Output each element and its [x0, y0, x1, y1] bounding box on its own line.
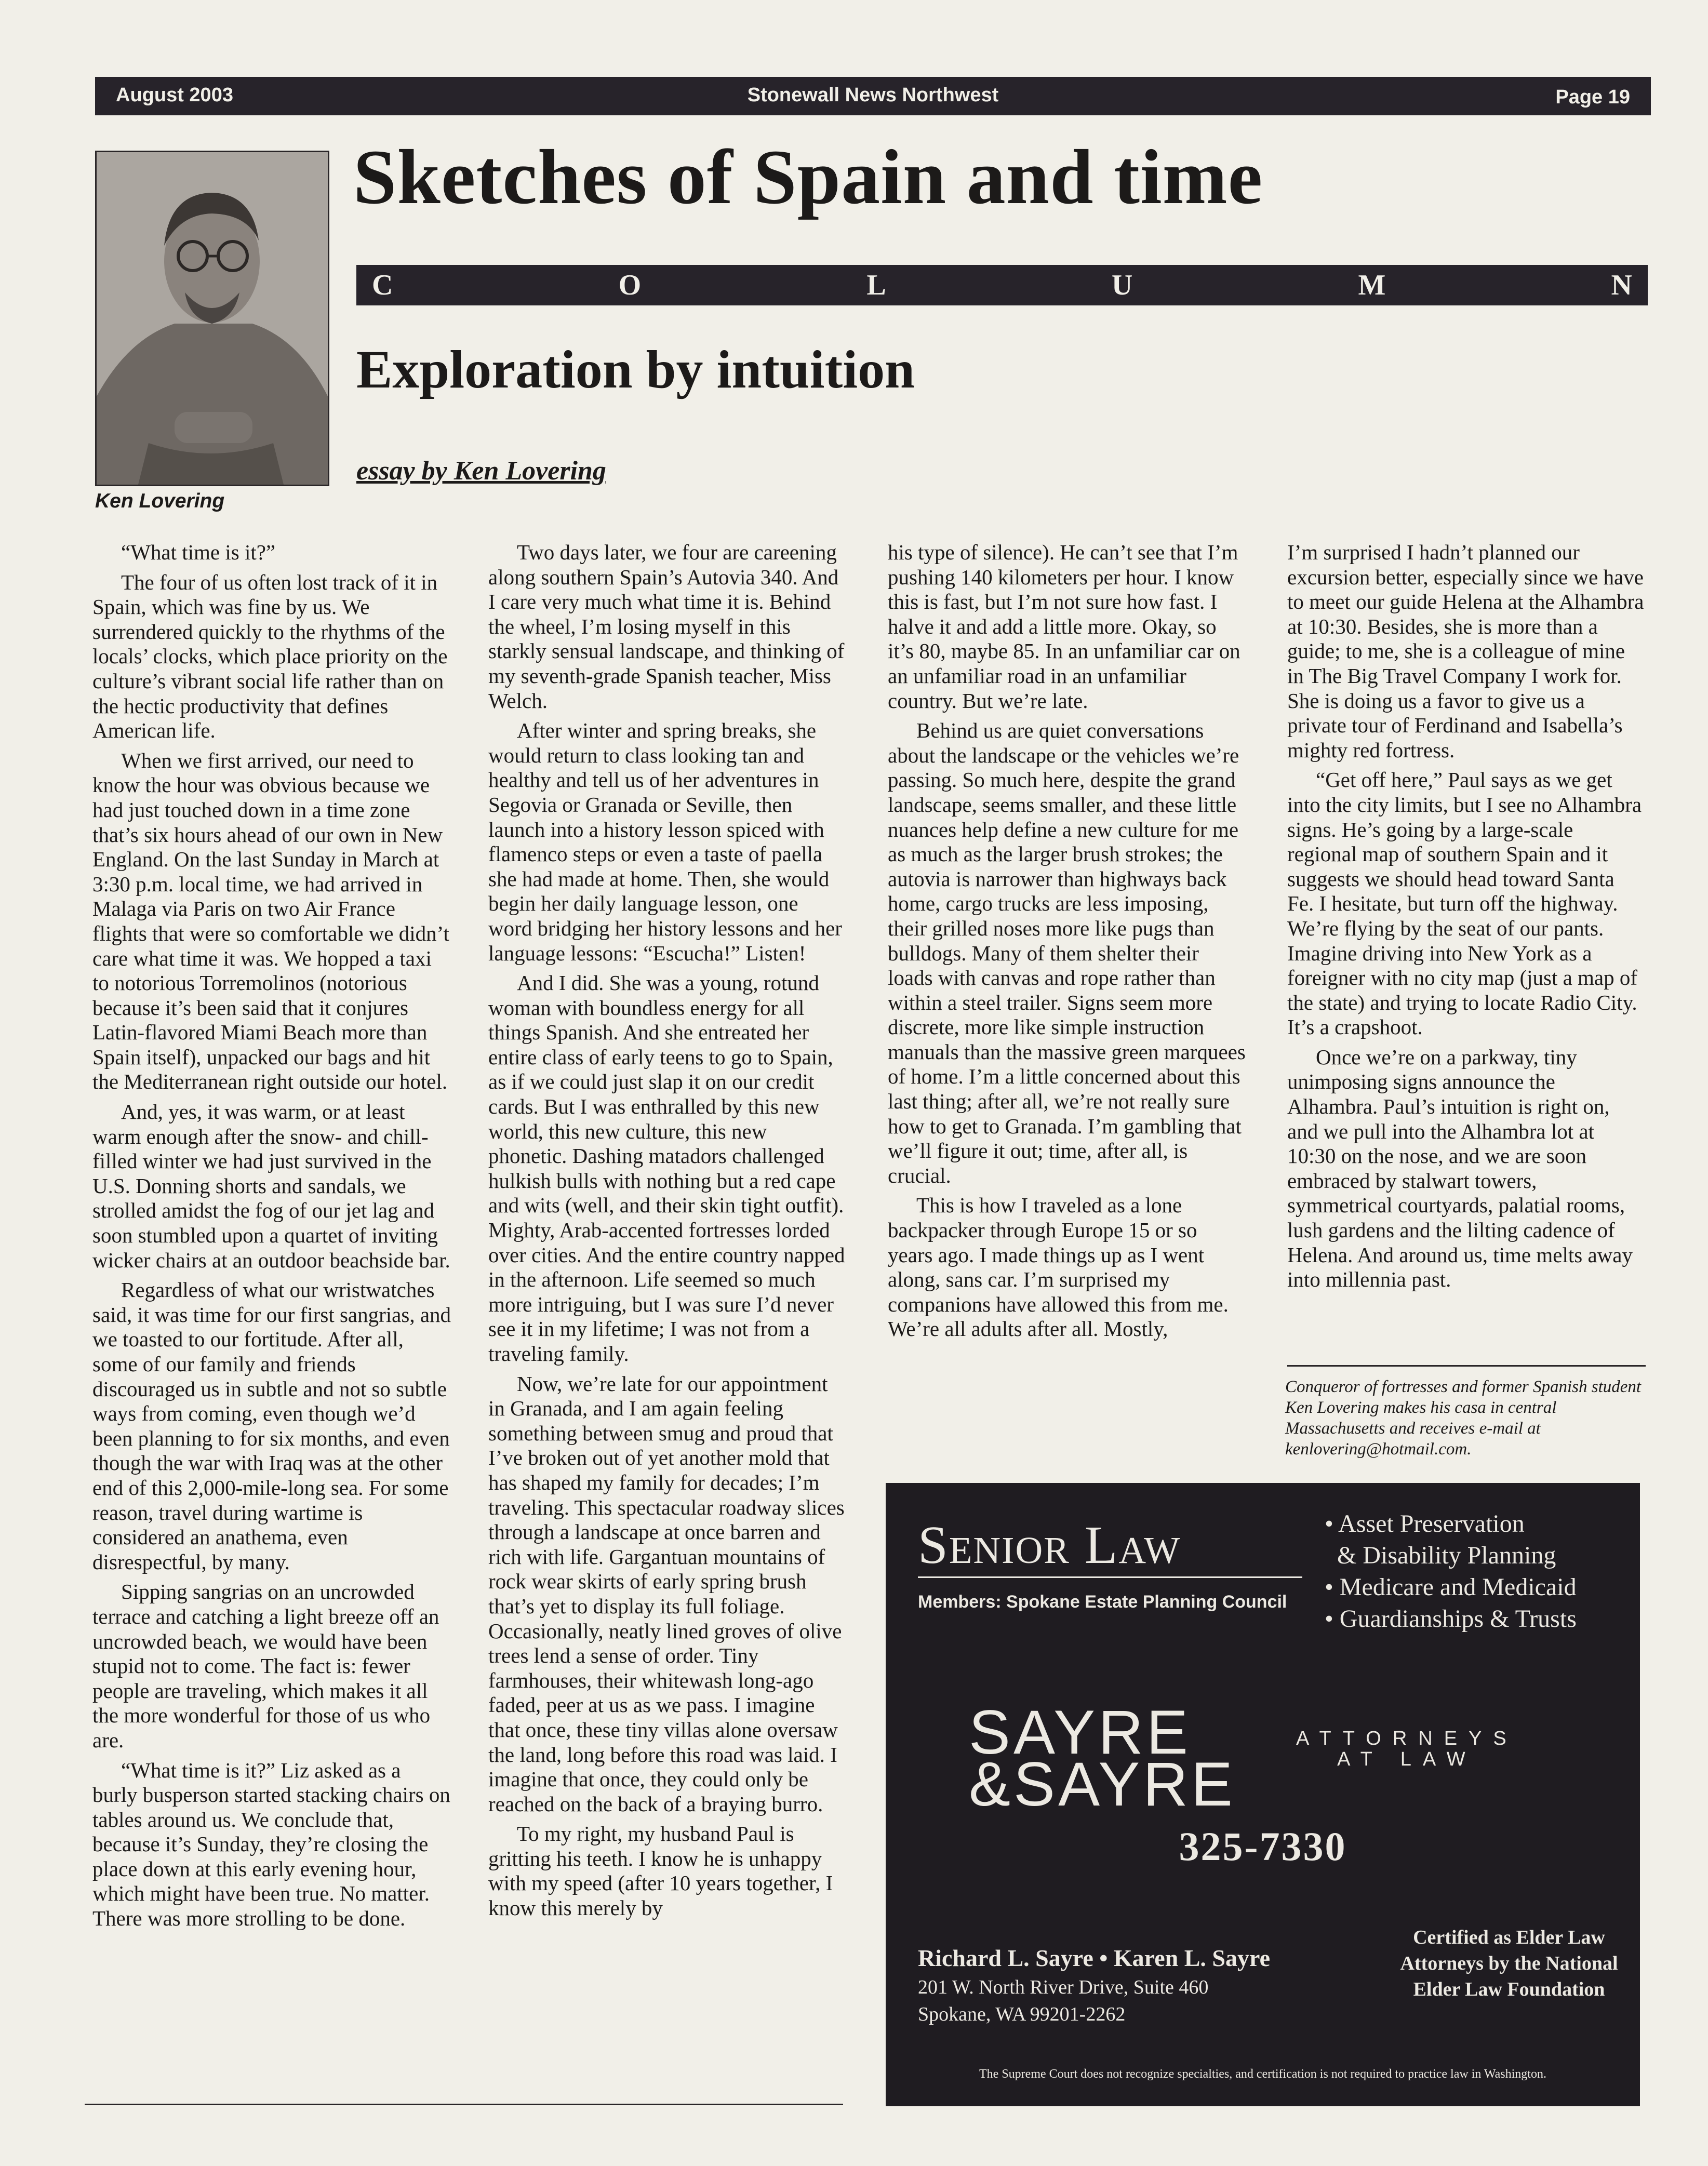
ad-services-list — [1325, 1508, 1577, 1635]
issue-date: August 2003 — [116, 84, 233, 106]
ad-fine-print: The Supreme Court does not recognize specialties, and certification is not required to practice law in Washington. — [979, 2067, 1546, 2081]
column-banner-letter: O — [618, 269, 642, 301]
text-column-2 — [488, 540, 847, 1926]
paragraph: “What time is it?” Liz asked as a burly busperson started stacking chairs on tables around us. We conclude that, because it’s Sunday, they’re closing the place down at this early evening hour, which might have been true. No matter. There was more strolling to be done. — [92, 1758, 450, 1931]
ad-service-item: • Guardianships & Trusts — [1325, 1605, 1577, 1633]
article-subtitle: Exploration by intuition — [356, 340, 915, 399]
column-banner-letter: N — [1611, 269, 1632, 301]
ad-service-item: • Asset Preservation — [1325, 1510, 1525, 1537]
column-banner-letter: C — [372, 269, 393, 301]
ad-address-line: 201 W. North River Drive, Suite 460 — [918, 1976, 1209, 1998]
senior-law-advertisement — [886, 1483, 1640, 2106]
ad-firm-line: SAYRE — [969, 1697, 1191, 1767]
paragraph: “What time is it?” — [121, 540, 276, 564]
text-column-1 — [92, 540, 451, 1936]
paragraph: And I did. She was a young, rotund woman with boundless energy for all things Spanish. And she entreated her entire class of early teens to go to Spain, as if we could just slap it on our credit cards. But I was enthralled by this new world, this new culture, this new phonetic. Dashing matadors challenged hulkish bulls with nothing but a red cape and wits (well, and their skin tight outfit). Mighty, Arab-accented fortresses lorded over cities. And the entire country napped in the afternoon. Life seemed so much more intriguing, but I was sure I’d never see it in my lifetime; I was not from a traveling family. — [488, 971, 845, 1366]
article-title: Sketches of Spain and time — [353, 134, 1263, 220]
page-number: Page 19 — [1555, 86, 1630, 108]
text-column-3 — [888, 540, 1246, 1347]
article-end-rule — [1287, 1365, 1646, 1367]
paragraph: Now, we’re late for our appointment in Granada, and I am again feeling something between smug and proud that I’ve broken out of yet another mold that has shaped my family for decades; I’m traveling. This spectacular roadway slices through a landscape at once barren and rich with life. Gargantuan mountains of rock wear skirts of early spring brush that’s yet to display its full foliage. Occasionally, neatly lined groves of olive trees lend a sense of order. Tiny farmhouses, their whitewash long-ago faded, peer at us as we pass. I imagine that once, these tiny villas alone oversaw the land, long before this road was laid. I imagine that once, they could only be reached on the back of a braying burro. — [488, 1371, 845, 1816]
paragraph: And, yes, it was warm, or at least warm enough after the snow- and chill-filled winter we had just survived in the U.S. Donning shorts and sandals, we strolled amidst the fog of our jet lag and soon stumbled upon a quartet of inviting wicker chairs at an outdoor beachside bar. — [92, 1100, 450, 1272]
ad-service-item: & Disability Planning — [1325, 1542, 1556, 1569]
ad-attorneys-at-law — [1296, 1728, 1518, 1770]
paragraph: This is how I traveled as a lone backpacker through Europe 15 or so years ago. I made things up as I went along, sans car. I’m surprised my companions have allowed this from me. We’re all adults after all. Mostly, — [888, 1193, 1229, 1341]
paragraph: Behind us are quiet conversations about the landscape or the vehicles we’re passing. So much here, despite the grand landscape, seems smaller, and these little nuances help define a new culture for me as much as the larger brush strokes; the autovia is narrower than highways back home, cargo trucks are less imposing, their grilled noses more like pugs than bulldogs. Many of them shelter their loads with canvas and rope rather than within a steel trailer. Signs seem more discrete, more like simple instruction manuals than the massive green marquees of home. I’m a little concerned about this last thing; after all, we’re not really sure how to get to Granada. I’m gambling that we’ll figure it out; time, after all, is crucial. — [888, 718, 1246, 1187]
author-portrait-image — [97, 152, 328, 485]
paragraph: After winter and spring breaks, she would return to class looking tan and healthy and tell us of her adventures in Segovia or Granada or Seville, then launch into a history lesson spiced with flamenco steps or even a taste of paella she had made at home. Then, she would begin her daily language lesson, one word bridging her history lessons and her language lessons: “Escucha!” Listen! — [488, 718, 842, 965]
ad-phone-number: 325-7330 — [1179, 1824, 1347, 1869]
header-bar — [95, 77, 1651, 115]
byline: essay by Ken Lovering — [356, 456, 606, 486]
ad-service-item: • Medicare and Medicaid — [1325, 1573, 1577, 1601]
paragraph: The four of us often lost track of it in Spain, which was fine by us. We surrendered quickly to the rhythms of the locals’ clocks, which place priority on the culture’s vibrant social life rather than on the hectic productivity that defines American life. — [92, 570, 448, 743]
ad-address-line: Spokane, WA 99201-2262 — [918, 2003, 1126, 2025]
column-banner — [356, 265, 1648, 305]
paragraph: Regardless of what our wristwatches said, it was time for our first sangrias, and we toasted to our fortitude. After all, some of our family and friends discouraged us in subtle and not so subtle ways from coming, even though we’d been planning to for six months, and even though the war with Iraq was at the other end of this 2,000-mile-long sea. For some reason, travel during wartime is considered an anathema, even disrespectful, by many. — [92, 1278, 451, 1574]
ad-brand: Senior Law — [918, 1515, 1181, 1575]
column-banner-letter: U — [1111, 269, 1133, 301]
ad-certification: Certified as Elder Law Attorneys by the National Elder Law Foundation — [1400, 1927, 1618, 2000]
paragraph: Two days later, we four are careening along southern Spain’s Autovia 340. And I care very much what time it is. Behind the wheel, I’m losing myself in this starkly sensual landscape, and thinking of my seventh-grade Spanish teacher, Miss Welch. — [488, 540, 845, 713]
ad-firm-line: &SAYRE — [969, 1749, 1236, 1819]
ad-attorneys-line: ATTORNEYS — [1296, 1728, 1518, 1749]
column-banner-letter: L — [866, 269, 886, 301]
ad-members-line: Members: Spokane Estate Planning Council — [918, 1592, 1287, 1612]
column-banner-letter: M — [1358, 269, 1386, 301]
author-photo — [95, 151, 329, 486]
paragraph: his type of silence). He can’t see that I’m pushing 140 kilometers per hour. I know this is fast, but I’m not sure how fast. I halve it and add a little more. Okay, so it’s 80, maybe 85. In an unfamiliar car on an unfamiliar road in an unfamiliar country. But we’re late. — [888, 540, 1240, 713]
bottom-rule — [85, 2104, 843, 2105]
paragraph: Sipping sangrias on an uncrowded terrace and catching a light breeze off an uncrowded beach, we would have been stupid not to come. The fact is: fewer people are traveling, which makes it all the more wonderful for those of us who are. — [92, 1580, 439, 1752]
paragraph: “Get off here,” Paul says as we get into the city limits, but I see no Alhambra signs. He’s going by a large-scale regional map of southern Spain and it suggests we should head toward Santa Fe. I hesitate, but turn off the highway. We’re flying by the seat of our pants. Imagine driving into New York as a foreigner with no city map (just a map of the state) and trying to locate Radio City. It’s a crapshoot. — [1287, 768, 1642, 1039]
paragraph: Once we’re on a parkway, tiny unimposing signs announce the Alhambra. Paul’s intuition is right on, and we pull into the Alhambra lot at 10:30 on the nose, and we are soon embraced by stalwart towers, symmetrical courtyards, palatial rooms, lush gardens and the lilting cadence of Helena. And around us, time melts away into millennia past. — [1287, 1045, 1633, 1292]
paragraph: I’m surprised I hadn’t planned our excursion better, especially since we have to meet our guide Helena at the Alhambra at 10:30. Besides, she is more than a guide; to me, she is a colleague of mine in The Big Travel Company I work for. She is doing us a favor to give us a private tour of Ferdinand and Isabella’s mighty red fortress. — [1287, 540, 1644, 762]
text-column-4 — [1287, 540, 1646, 1298]
paragraph: To my right, my husband Paul is gritting his teeth. I know he is unhappy with my speed (after 10 years together, I know this merely by — [488, 1822, 833, 1920]
ad-attorneys-line: AT LAW — [1337, 1748, 1477, 1770]
paragraph: When we first arrived, our need to know the hour was obvious because we had just touched down in a time zone that’s six hours ahead of our own in New England. On the last Sunday in March at 3:30 p.m. local time, we had arrived in Malaga via Paris on two Air France flights that were so comfortable we didn’t care what time it was. We hopped a taxi to notorious Torremolinos (notorious because it’s been said that it conjures Latin-flavored Miami Beach more than Spain itself), unpacked our bags and hit the Mediterranean right outside our hotel. — [92, 748, 449, 1094]
ad-firm-logo — [969, 1697, 1236, 1819]
ad-address — [918, 1974, 1208, 2028]
author-bio: Conqueror of fortresses and former Spanish student Ken Lovering makes his casa in central Massachusetts and receives e-mail at kenlovering@hotmail.com. — [1285, 1378, 1642, 1459]
photo-caption: Ken Lovering — [95, 490, 225, 512]
publication-name: Stonewall News Northwest — [747, 84, 999, 106]
ad-divider — [918, 1576, 1302, 1578]
ad-attorney-names: Richard L. Sayre • Karen L. Sayre — [918, 1945, 1271, 1971]
